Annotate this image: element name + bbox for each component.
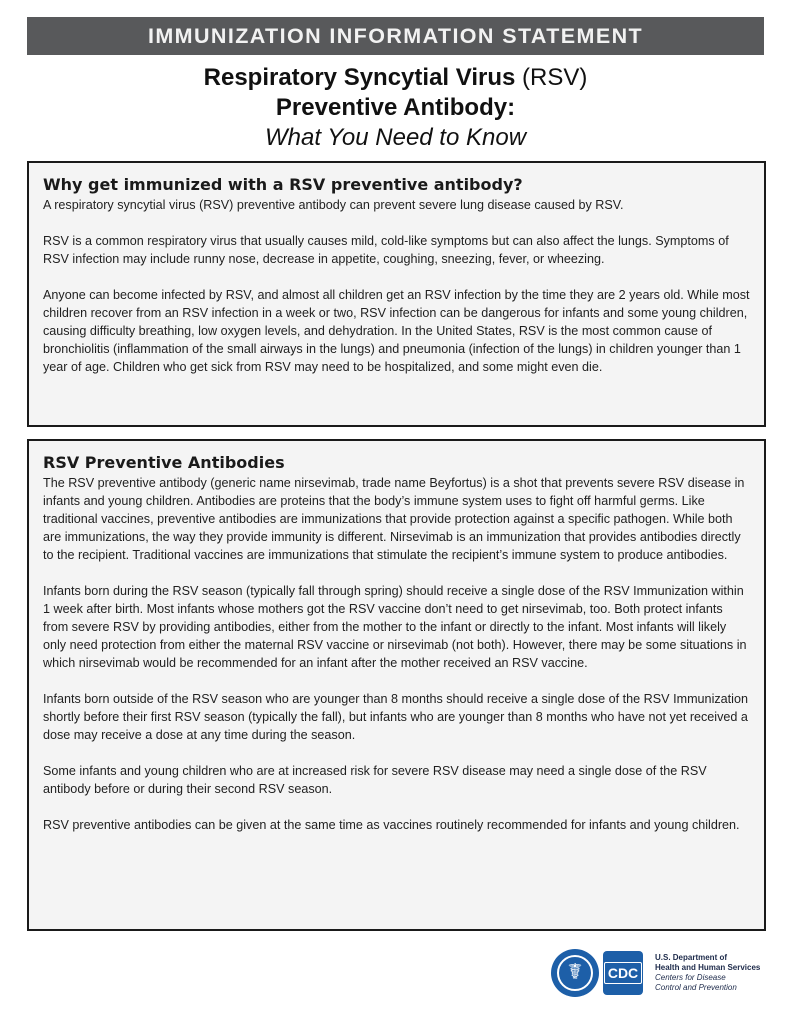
paragraph: RSV is a common respiratory virus that usually causes mild, cold-like symptoms but can also affect the lungs. Symptoms of RSV infection may include runny nose, decrease in appetite, coughing, sneezing, fever, or wheezing. (43, 234, 729, 266)
hhs-seal-icon (551, 949, 599, 997)
title-line-1 (27, 63, 764, 93)
title-line-1-rest: (RSV) (515, 64, 588, 91)
section-heading: Why get immunized with a RSV preventive antibody? (43, 175, 523, 194)
section-preventive-antibodies (27, 439, 766, 931)
section-why-immunize (27, 161, 766, 427)
agency-line-1: U.S. Department of (655, 953, 728, 962)
agency-name (655, 953, 760, 993)
cdc-logo-text: CDC (604, 962, 642, 984)
paragraph: Anyone can become infected by RSV, and almost all children get an RSV infection by the time they are 2 years old. While most children recover from an RSV infection in a week or two, RSV infection can be dangerous for infants and some young children, causing difficulty breathing, low oxygen levels, and dehydration. In the United States, RSV is the most common cause of bronchiolitis (inflammation of the small airways in the lungs) and pneumonia (infection of the lungs) in children younger than 1 year of age. Children who get sick from RSV may need to be hospitalized, and some might even die. (43, 288, 750, 374)
document-banner (27, 17, 764, 55)
title-line-1-bold: Respiratory Syncytial Virus (203, 64, 516, 91)
page-title (27, 63, 764, 153)
title-line-2: Preventive Antibody: (275, 94, 516, 121)
paragraph: Some infants and young children who are at increased risk for severe RSV disease may need a single dose of the RSV antibody before or during their second RSV season. (43, 764, 707, 796)
cdc-logo (603, 951, 643, 995)
agency-line-3: Centers for Disease (655, 973, 726, 982)
section-heading: RSV Preventive Antibodies (43, 453, 285, 472)
agency-line-4: Control and Prevention (655, 983, 737, 992)
title-line-3: What You Need to Know (264, 124, 527, 151)
paragraph: Infants born during the RSV season (typically fall through spring) should receive a single dose of the RSV Immunization within 1 week after birth. Most infants whose mothers got the RSV vaccine don’t need to get nirsevimab, too. Both protect infants from severe RSV by providing antibodies, either from the mother to the infant or directly to the infant. Most infants will likely only need protection from either the maternal RSV vaccine or nirsevimab (not both). However, there may be some situations in which nirsevimab would be recommended for an infant after the mother received an RSV vaccine. (43, 584, 747, 670)
agency-footer (551, 944, 760, 1002)
agency-line-2: Health and Human Services (655, 963, 761, 972)
paragraph: A respiratory syncytial virus (RSV) preventive antibody can prevent severe lung disease caused by RSV. (43, 198, 624, 212)
paragraph: Infants born outside of the RSV season who are younger than 8 months should receive a single dose of the RSV Immunization shortly before their first RSV season (typically the fall), but infants who are younger than 8 months who have not yet received a dose may receive a dose at any time during the season. (43, 692, 748, 742)
paragraph: RSV preventive antibodies can be given at the same time as vaccines routinely recommended for infants and young children. (43, 818, 740, 832)
paragraph: The RSV preventive antibody (generic name nirsevimab, trade name Beyfortus) is a shot that prevents severe RSV disease in infants and young children. Antibodies are proteins that the body’s immune system uses to fight off harmful germs. Like traditional vaccines, preventive antibodies are immunizations that provide protection against a specific pathogen. While both are immunizations, the way they provide immunity is different. Nirsevimab is an immunization that provides antibodies directly to the recipient. Traditional vaccines are immunizations that stimulate the recipient’s immune system to produce antibodies. (43, 476, 745, 562)
banner-text: IMMUNIZATION INFORMATION STATEMENT (147, 23, 644, 48)
